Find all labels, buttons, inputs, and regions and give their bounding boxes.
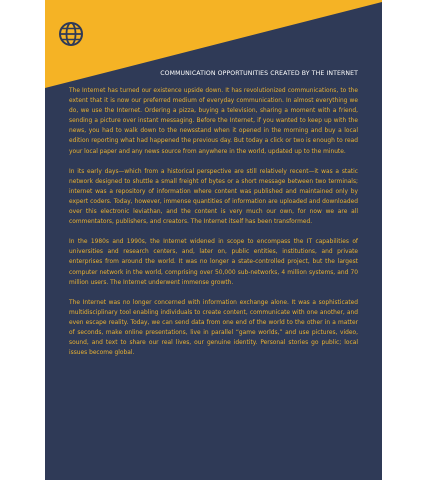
globe-icon xyxy=(58,21,84,47)
document-page xyxy=(45,0,382,480)
document-heading: COMMUNICATION OPPORTUNITIES CREATED BY THE INTERNET xyxy=(160,70,358,77)
paragraph-4: The Internet was no longer concerned with information exchange alone. It was a sophisticated multidisciplinary tool enabling individuals to create content, communicate with one another, and even escape reality. Today, we can send data from one end of the world to the other in a matter of seconds, make online presentations, live in parallel “game worlds,” and use pictures, video, sound, and text to share our real lives, our genuine identity. Personal stories go public; local issues become global. xyxy=(69,299,358,357)
paragraph-3: In the 1980s and 1990s, the Internet widened in scope to encompass the IT capabilities of universities and research centers, and, later on, public entities, institutions, and private enterprises from around the world. It was no longer a state-controlled project, but the largest computer network in the world, comprising over 50,000 sub-networks, 4 million systems, and 70 million users. The Internet underwent immense growth. xyxy=(69,239,358,286)
document-body xyxy=(69,86,358,368)
paragraph-2: In its early days—which from a historical perspective are still relatively recent—it was a static network designed to shuttle a small freight of bytes or a short message between two terminals; internet was a repository of information where content was published and maintained only by expert coders. Today, however, immense quantities of information are uploaded and downloaded over this electronic leviathan, and the content is very much our own, for now we are all commentators, publishers, and creators. The Internet itself has been transformed. xyxy=(69,168,358,226)
paragraph-1: The Internet has turned our existence upside down. It has revolutionized communications, to the extent that it is now our preferred medium of everyday communication. In almost everything we do, we use the Internet. Ordering a pizza, buying a television, sharing a moment with a friend, sending a picture over instant messaging. Before the Internet, if you wanted to keep up with the news, you had to walk down to the newsstand when it opened in the morning and buy a local edition reporting what had happened the previous day. But today a click or two is enough to read your local paper and any news source from anywhere in the world, updated up to the minute. xyxy=(69,88,358,155)
